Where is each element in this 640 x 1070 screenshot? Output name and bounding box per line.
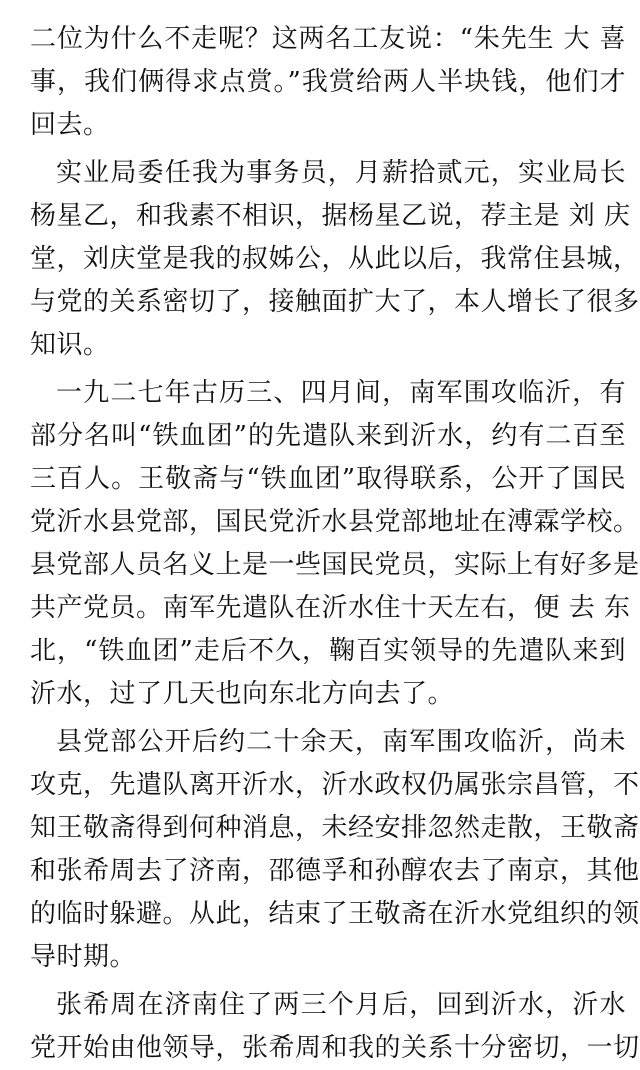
text-line: 北，“铁血团”走后不久，鞠百实领导的先遣队来到 (30, 636, 626, 666)
text-line: 回去。 (30, 110, 110, 140)
text-line: 知识。 (30, 330, 110, 360)
paragraph-5 (30, 984, 640, 1070)
text-line: 与党的关系密切了，接触面扩大了，本人增长了很多 (30, 287, 640, 317)
text-line: 共产党员。南军先遣队在沂水住十天左右，便 去 东 (30, 593, 631, 623)
text-line: 党开始由他领导，张希周和我的关系十分密切，一切 (30, 1033, 640, 1063)
text-line: 堂，刘庆堂是我的叔姊公，从此以后，我常住县城， (30, 244, 640, 274)
text-line: 的临时躲避。从此，结束了王敬斋在沂水党组织的领 (30, 899, 640, 929)
paragraph-1 (30, 18, 626, 147)
paragraph-2 (30, 152, 640, 367)
text-line: 党沂水县党部，国民党沂水县党部地址在溥霖学校。 (30, 507, 640, 537)
text-line: 杨星乙，和我素不相识，据杨星乙说，荐主是 刘 庆 (30, 201, 631, 231)
text-line: 县党部人员名义上是一些国民党员，实际上有好多是 (30, 550, 640, 580)
paragraph-4 (30, 721, 640, 979)
text-line: 攻克，先遣队离开沂水，沂水政权仍属张宗昌管，不 (30, 770, 640, 800)
text-line: 三百人。王敬斋与“铁血团”取得联系，公开了国民 (30, 464, 626, 494)
text-line: 二位为什么不走呢？这两名工友说：“朱先生 大 喜 (30, 24, 626, 54)
text-line: 事，我们俩得求点赏。”我赏给两人半块钱，他们才 (30, 67, 626, 97)
text-line: 一九二七年古历三、四月间，南军围攻临沂，有 (56, 378, 626, 408)
text-line: 知王敬斋得到何种消息，未经安排忽然走散，王敬斋 (30, 813, 640, 843)
text-line: 沂水，过了几天也向东北方向去了。 (30, 679, 455, 709)
text-line: 县党部公开后约二十余天，南军围攻临沂，尚未 (56, 727, 626, 757)
paragraph-3 (30, 372, 640, 716)
text-line: 部分名叫“铁血团”的先遣队来到沂水，约有二百至 (30, 421, 626, 451)
text-line: 张希周在济南住了两三个月后，回到沂水，沂水 (56, 990, 626, 1020)
text-line: 导时期。 (30, 942, 137, 972)
text-line: 实业局委任我为事务员，月薪拾贰元，实业局长 (56, 158, 626, 188)
text-line: 和张希周去了济南，邵德孚和孙醇农去了南京，其他 (30, 856, 640, 886)
